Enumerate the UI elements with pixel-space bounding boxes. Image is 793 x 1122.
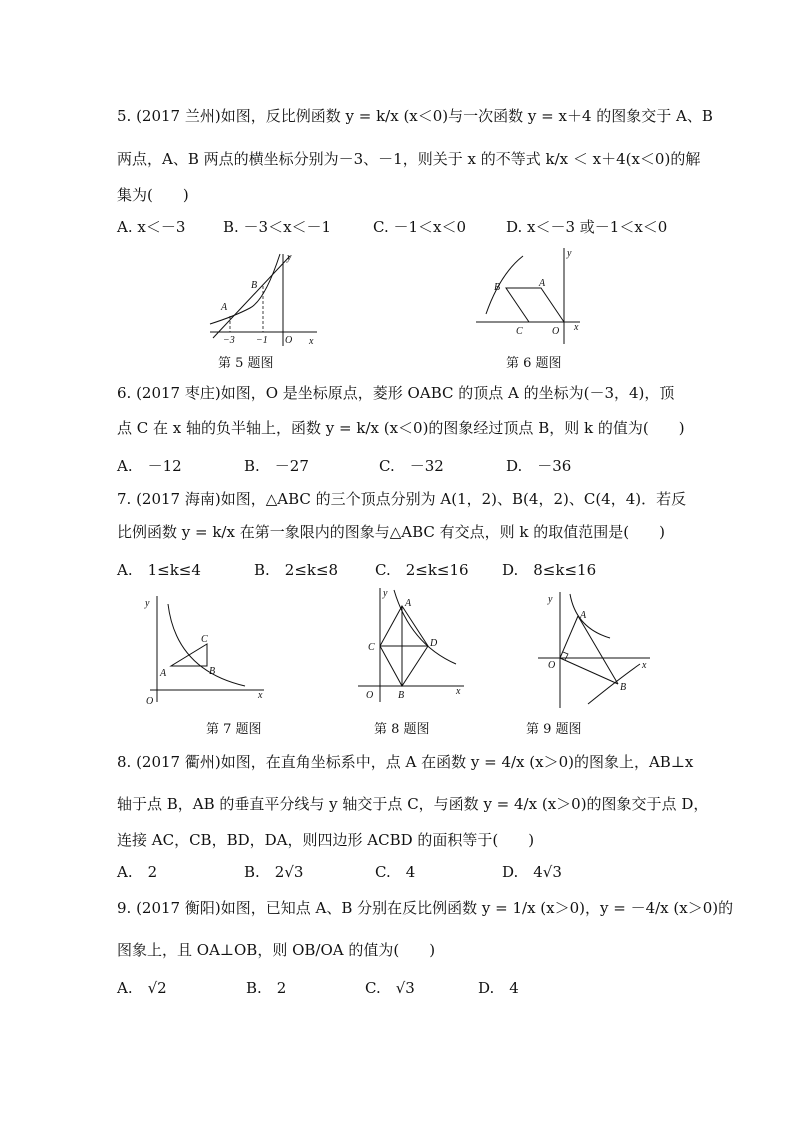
q5-line3: 集为( )	[117, 186, 189, 204]
q9-option-b: B. 2	[246, 979, 287, 997]
q7-option-c: C. 2≤k≤16	[375, 561, 469, 579]
fig8-caption: 第 8 题图	[374, 722, 430, 737]
q8-options	[117, 862, 677, 882]
fig5-graph	[205, 248, 325, 348]
q5-option-d: D. x＜－3 或－1＜x＜0	[506, 218, 668, 236]
fig6-label-b: B	[494, 282, 501, 293]
fig5-label-o: O	[285, 335, 293, 346]
fig8-hyperbola	[394, 590, 456, 664]
q9-option-c: C. √3	[365, 979, 415, 997]
fig5-label-y: y	[287, 252, 292, 263]
fig7-label-b: B	[209, 666, 216, 677]
fig9-right-angle-mark	[563, 652, 568, 660]
fig8-label-c: C	[368, 642, 375, 653]
fig7-label-o: O	[146, 696, 154, 707]
q7-option-d: D. 8≤k≤16	[502, 561, 597, 579]
fig5-caption: 第 5 题图	[218, 356, 274, 371]
fig5-label-a: A	[221, 302, 228, 313]
q9-line1: 9. (2017 衡阳)如图，已知点 A、B 分别在反比例函数 y = 1/x (x＞0)，y = －4/x (x＞0)的	[117, 899, 734, 917]
fig7-label-x: x	[258, 690, 263, 701]
fig9-segment-ob	[560, 658, 618, 684]
fig6-label-y: y	[567, 248, 572, 259]
q7-options	[117, 560, 677, 580]
fig5-hyperbola	[210, 254, 280, 324]
fig9-graph	[530, 588, 655, 712]
q6-line1: 6. (2017 枣庄)如图，O 是坐标原点，菱形 OABC 的顶点 A 的坐标为(－3，4)，顶	[117, 384, 675, 402]
q6-option-a: A. －12	[117, 457, 182, 475]
q9-option-a: A. √2	[117, 979, 167, 997]
fig6-label-x: x	[574, 322, 579, 333]
q7-option-a: A. 1≤k≤4	[117, 561, 201, 579]
q8-option-c: C. 4	[375, 863, 416, 881]
fig7-caption: 第 7 题图	[206, 722, 262, 737]
fig5-label-neg1: −1	[256, 335, 268, 346]
fig9-upper-hyperbola	[570, 594, 610, 638]
fig8-label-a: A	[405, 598, 412, 609]
fig9-caption: 第 9 题图	[526, 722, 582, 737]
q8-line2: 轴于点 B，AB 的垂直平分线与 y 轴交于点 C，与函数 y = 4/x (x＞0)的图象交于点 D，	[117, 795, 709, 813]
q6-option-d: D. －36	[506, 457, 572, 475]
fig9-label-a: A	[580, 610, 587, 621]
fig7-label-c: C	[201, 634, 208, 645]
fig8-label-d: D	[430, 638, 438, 649]
q6-option-c: C. －32	[379, 457, 444, 475]
q8-option-d: D. 4√3	[502, 863, 562, 881]
q8-option-a: A. 2	[117, 863, 158, 881]
q5-line2: 两点，A、B 两点的横坐标分别为－3、－1，则关于 x 的不等式 k/x ＜ x＋4(x＜0)的解	[117, 150, 701, 168]
fig6-graph	[468, 244, 588, 348]
q5-option-a: A. x＜－3	[117, 218, 186, 236]
q7-line2: 比例函数 y = k/x 在第一象限内的图象与△ABC 有交点，则 k 的取值范围是( )	[117, 523, 665, 541]
fig9-label-x: x	[642, 660, 647, 671]
q9-options	[117, 978, 677, 998]
fig8-label-o: O	[366, 690, 374, 701]
fig6-label-o: O	[552, 326, 560, 337]
q7-line1: 7. (2017 海南)如图，△ABC 的三个顶点分别为 A(1，2)、B(4，2)、C(4，4)．若反	[117, 490, 687, 508]
fig8-label-x: x	[456, 686, 461, 697]
fig6-caption: 第 6 题图	[506, 356, 562, 371]
fig8-label-y: y	[383, 588, 388, 599]
q6-options	[117, 456, 677, 476]
q5-option-b: B. －3＜x＜－1	[223, 218, 332, 236]
q8-line3: 连接 AC，CB，BD，DA，则四边形 ACBD 的面积等于( )	[117, 831, 535, 849]
fig9-lower-hyperbola	[588, 664, 640, 704]
q6-option-b: B. －27	[244, 457, 309, 475]
fig9-segment-ab	[578, 616, 618, 684]
fig9-label-o: O	[548, 660, 556, 671]
q8-line1: 8. (2017 衢州)如图，在直角坐标系中，点 A 在函数 y = 4/x (x＞0)的图象上，AB⊥x	[117, 753, 694, 771]
fig6-rhombus	[506, 288, 564, 322]
fig8-graph	[352, 584, 472, 710]
q5-option-c: C. －1＜x＜0	[373, 218, 467, 236]
fig7-graph	[140, 590, 270, 710]
q6-line2: 点 C 在 x 轴的负半轴上，函数 y = k/x (x＜0)的图象经过顶点 B，则 k 的值为( )	[117, 419, 685, 437]
q7-option-b: B. 2≤k≤8	[254, 561, 339, 579]
q5-line1: 5. (2017 兰州)如图，反比例函数 y = k/x (x＜0)与一次函数 y = x＋4 的图象交于 A、B	[117, 107, 713, 125]
fig7-label-a: A	[160, 668, 167, 679]
fig9-segment-oa	[560, 616, 578, 658]
fig7-triangle	[171, 644, 207, 666]
fig9-label-y: y	[548, 594, 553, 605]
fig6-label-c: C	[516, 326, 523, 337]
fig8-label-b: B	[398, 690, 405, 701]
q8-option-b: B. 2√3	[244, 863, 304, 881]
fig5-label-x: x	[309, 336, 314, 347]
fig6-label-a: A	[539, 278, 546, 289]
fig9-label-b: B	[620, 682, 627, 693]
q9-line2: 图象上，且 OA⊥OB，则 OB/OA 的值为( )	[117, 941, 436, 959]
q9-option-d: D. 4	[478, 979, 519, 997]
fig5-line	[213, 256, 290, 338]
q5-options	[117, 217, 677, 237]
fig5-label-neg3: −3	[223, 335, 235, 346]
fig7-label-y: y	[145, 598, 150, 609]
fig5-label-b: B	[251, 280, 258, 291]
